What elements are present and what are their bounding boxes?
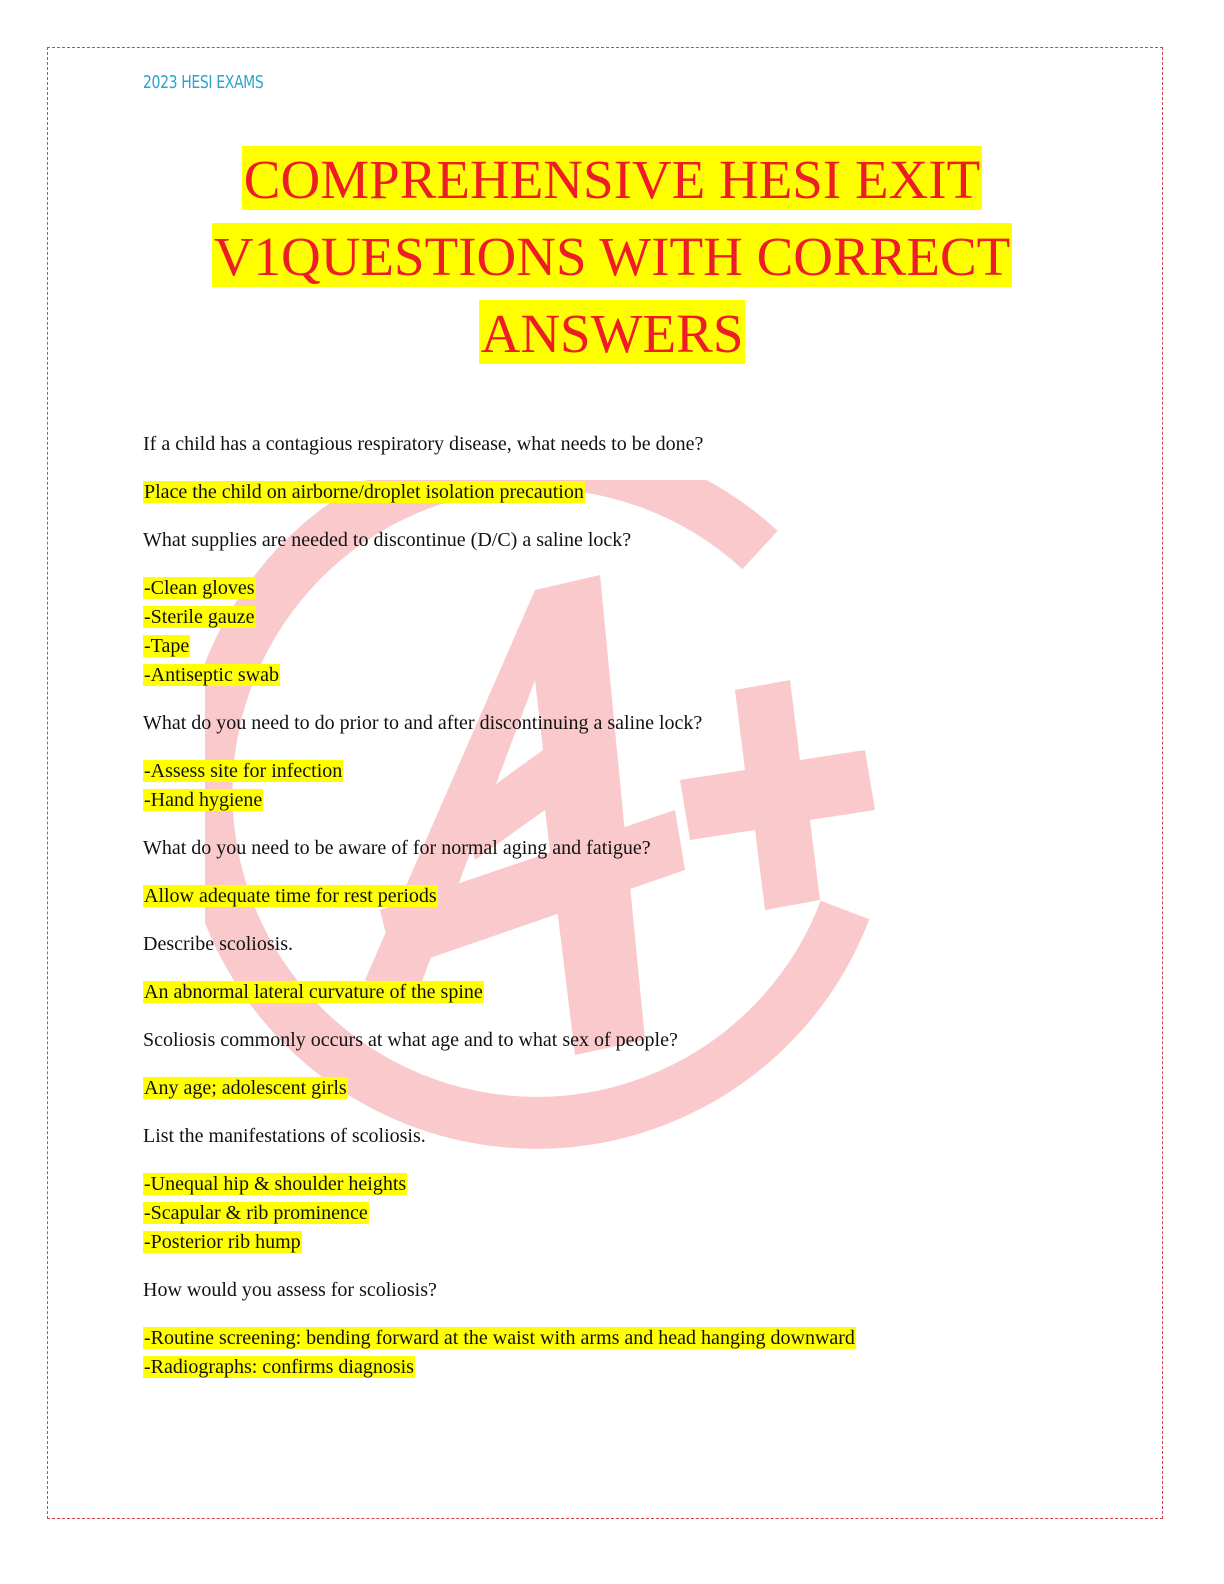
qa-item — [143, 930, 1143, 1007]
answer-list — [143, 574, 1143, 690]
qa-item — [143, 834, 1143, 911]
answer-text: -Assess site for infection — [144, 760, 343, 782]
answer-text: An abnormal lateral curvature of the spine — [144, 981, 483, 1003]
answer-text: -Tape — [144, 635, 190, 657]
document-title — [0, 143, 1224, 374]
answer-list — [143, 1074, 1143, 1103]
answer-list — [143, 1324, 1143, 1382]
question-text: List the manifestations of scoliosis. — [143, 1125, 426, 1147]
qa-item — [143, 526, 1143, 690]
answer-text: Place the child on airborne/droplet isolation precaution — [144, 481, 584, 503]
question-text: Scoliosis commonly occurs at what age and to what sex of people? — [143, 1029, 678, 1051]
title-line-1: COMPREHENSIVE HESI EXIT — [242, 146, 982, 210]
answer-text: -Routine screening: bending forward at the waist with arms and head hanging downward — [144, 1327, 855, 1349]
answer-list — [143, 1170, 1143, 1257]
answer-list — [143, 978, 1143, 1007]
qa-item — [143, 709, 1143, 815]
answer-text: -Sterile gauze — [144, 606, 255, 628]
question-text: What do you need to do prior to and after discontinuing a saline lock? — [143, 712, 703, 734]
answer-text: Any age; adolescent girls — [144, 1077, 347, 1099]
answer-list — [143, 882, 1143, 911]
qa-item — [143, 1026, 1143, 1103]
question-text: If a child has a contagious respiratory disease, what needs to be done? — [143, 433, 704, 455]
title-line-2: V1QUESTIONS WITH CORRECT — [212, 223, 1012, 287]
qa-item — [143, 1122, 1143, 1257]
answer-text: -Radiographs: confirms diagnosis — [144, 1356, 414, 1378]
answer-text: -Antiseptic swab — [144, 664, 279, 686]
header-label: 2023 HESI EXAMS — [143, 72, 264, 93]
answer-text: -Posterior rib hump — [144, 1231, 301, 1253]
answer-list — [143, 757, 1143, 815]
question-text: What supplies are needed to discontinue (D/C) a saline lock? — [143, 529, 632, 551]
answer-text: -Scapular & rib prominence — [144, 1202, 368, 1224]
answer-text: -Clean gloves — [144, 577, 255, 599]
question-text: What do you need to be aware of for normal aging and fatigue? — [143, 837, 651, 859]
answer-text: Allow adequate time for rest periods — [144, 885, 437, 907]
qa-content — [143, 430, 1143, 1401]
answer-list — [143, 478, 1143, 507]
title-line-3: ANSWERS — [479, 300, 746, 364]
answer-text: -Unequal hip & shoulder heights — [144, 1173, 407, 1195]
question-text: How would you assess for scoliosis? — [143, 1279, 437, 1301]
question-text: Describe scoliosis. — [143, 933, 293, 955]
answer-text: -Hand hygiene — [144, 789, 263, 811]
qa-item — [143, 1276, 1143, 1382]
qa-item — [143, 430, 1143, 507]
